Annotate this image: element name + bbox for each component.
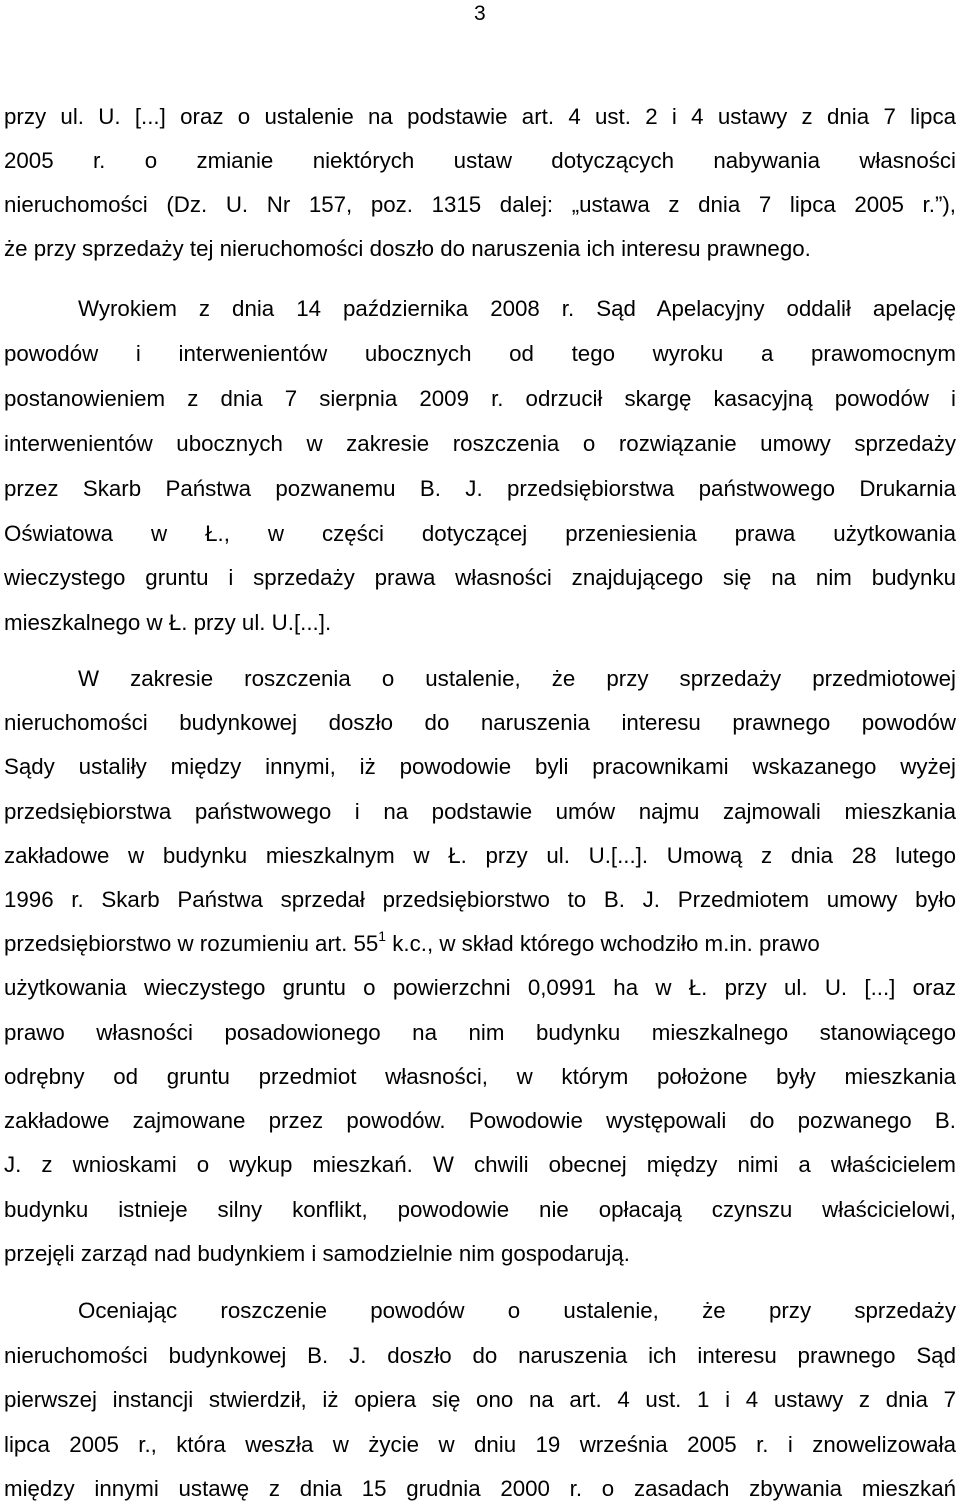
text-line: że przy sprzedaży tej nieruchomości doszło do naruszenia ich interesu prawnego. <box>4 236 811 261</box>
text-line: 1996 r. Skarb Państwa sprzedał przedsiębiorstwo to B. J. Przedmiotem umowy było <box>4 887 956 912</box>
text-line: przez Skarb Państwa pozwanemu B. J. przedsiębiorstwa państwowego Drukarnia <box>4 476 956 501</box>
text-line: zakładowe zajmowane przez powodów. Powodowie występowali do pozwanego B. <box>4 1108 956 1133</box>
text-line: Oświatowa w Ł., w części dotyczącej przeniesienia prawa użytkowania <box>4 521 956 546</box>
text-line: budynku istnieje silny konflikt, powodowie nie opłacają czynszu właścicielowi, <box>4 1197 956 1222</box>
superscript: 1 <box>378 927 387 944</box>
text-line: użytkowania wieczystego gruntu o powierzchni 0,0991 ha w Ł. przy ul. U. [...] oraz <box>4 975 956 1000</box>
paragraph-first-line: Oceniając roszczenie powodów o ustalenie, że przy sprzedaży <box>78 1298 956 1323</box>
paragraph-first-line: W zakresie roszczenia o ustalenie, że przy sprzedaży przedmiotowej <box>78 666 956 691</box>
text-line: zakładowe w budynku mieszkalnym w Ł. przy ul. U.[...]. Umową z dnia 28 lutego <box>4 843 956 868</box>
text-line: odrębny od gruntu przedmiot własności, w którym położone były mieszkania <box>4 1064 956 1089</box>
text-line: lipca 2005 r., która weszła w życie w dniu 19 września 2005 r. i znowelizowała <box>4 1432 956 1457</box>
text-line: postanowieniem z dnia 7 sierpnia 2009 r. odrzucił skargę kasacyjną powodów i <box>4 386 956 411</box>
page-number: 3 <box>474 2 486 25</box>
text-line: prawo własności posadowionego na nim budynku mieszkalnego stanowiącego <box>4 1020 956 1045</box>
text-line: między innymi ustawę z dnia 15 grudnia 2000 r. o zasadach zbywania mieszkań <box>4 1476 956 1501</box>
text-line: przy ul. U. [...] oraz o ustalenie na podstawie art. 4 ust. 2 i 4 ustawy z dnia 7 lipca <box>4 104 956 129</box>
text-line: nieruchomości budynkowej B. J. doszło do naruszenia ich interesu prawnego Sąd <box>4 1343 956 1368</box>
text-line: przejęli zarząd nad budynkiem i samodzielnie nim gospodarują. <box>4 1241 630 1266</box>
text-line: Sądy ustaliły między innymi, iż powodowie byli pracownikami wskazanego wyżej <box>4 754 956 779</box>
text-line-with-superscript <box>4 929 956 959</box>
text-line: pierwszej instancji stwierdził, iż opiera się ono na art. 4 ust. 1 i 4 ustawy z dnia 7 <box>4 1387 956 1412</box>
text-line: powodów i interwenientów ubocznych od tego wyroku a prawomocnym <box>4 341 956 366</box>
text-line: wieczystego gruntu i sprzedaży prawa własności znajdującego się na nim budynku <box>4 565 956 590</box>
text-line: 2005 r. o zmianie niektórych ustaw dotyczących nabywania własności <box>4 148 956 173</box>
text-line: przedsiębiorstwa państwowego i na podstawie umów najmu zajmowali mieszkania <box>4 799 956 824</box>
text-segment: przedsiębiorstwo w rozumieniu art. 55 <box>4 931 379 956</box>
text-segment: k.c., w skład którego wchodziło m.in. prawo <box>386 931 820 956</box>
paragraph-first-line: Wyrokiem z dnia 14 października 2008 r. Sąd Apelacyjny oddalił apelację <box>78 296 956 321</box>
text-line: J. z wnioskami o wykup mieszkań. W chwili obecnej między nimi a właścicielem <box>4 1152 956 1177</box>
text-line: mieszkalnego w Ł. przy ul. U.[...]. <box>4 610 332 635</box>
text-line: interwenientów ubocznych w zakresie roszczenia o rozwiązanie umowy sprzedaży <box>4 431 956 456</box>
text-line: nieruchomości budynkowej doszło do naruszenia interesu prawnego powodów <box>4 710 956 735</box>
text-line: nieruchomości (Dz. U. Nr 157, poz. 1315 dalej: „ustawa z dnia 7 lipca 2005 r.”), <box>4 192 956 217</box>
